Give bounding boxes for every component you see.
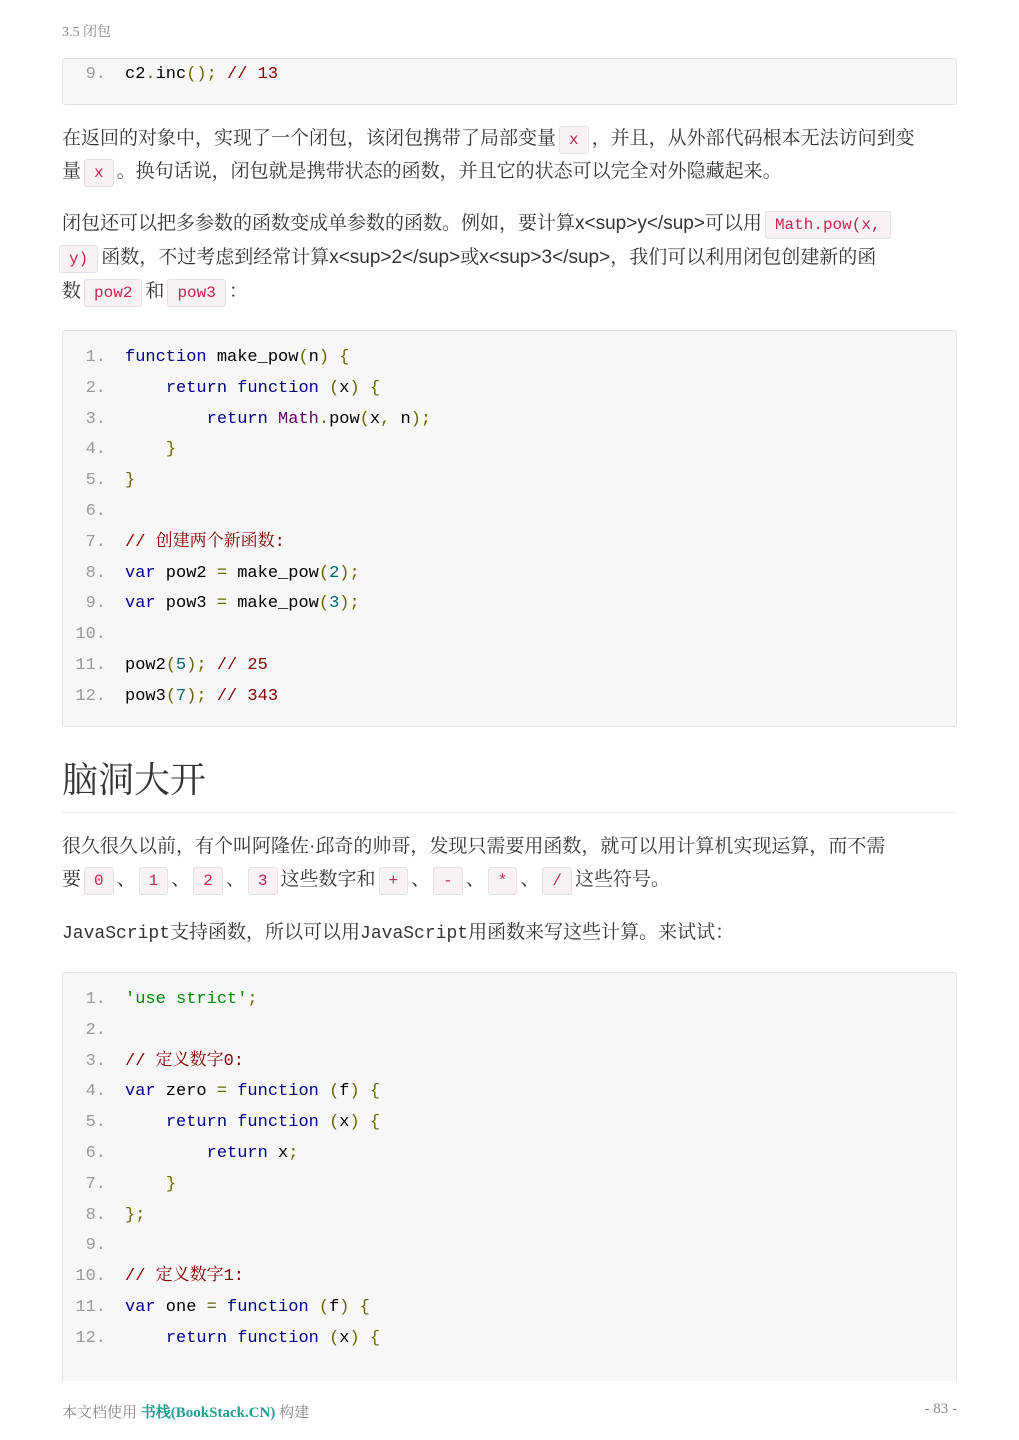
separator: 、 [520, 869, 540, 890]
code-line [63, 528, 956, 559]
code-line [63, 435, 956, 466]
code-text: pow2(5); // 25 [125, 655, 268, 675]
code-text: }; [125, 1205, 146, 1225]
code-line [63, 620, 956, 651]
separator: 、 [171, 869, 191, 890]
section-heading: 脑洞大开 [62, 759, 207, 800]
text: 用函数来写这些计算。来试试： [468, 922, 735, 943]
code-line [63, 589, 956, 620]
code-line [63, 1293, 956, 1324]
code-text: return x; [206, 1143, 299, 1163]
code-text: c2.inc(); // 13 [125, 65, 279, 84]
heading-divider [62, 812, 956, 813]
code-line [63, 374, 956, 405]
footer-text: 构建 [279, 1405, 310, 1421]
code-block-church-numerals [62, 972, 957, 1381]
inline-code: x [84, 159, 114, 187]
line-number: 8. [85, 563, 106, 583]
line-number: 2. [85, 378, 106, 398]
separator: 、 [411, 869, 431, 890]
text: 函数，不过考虑到经常计算x<sup>2</sup>或x<sup>3</sup>，我们可以利用闭包创建新的函 [101, 247, 877, 268]
inline-code: 2 [193, 867, 223, 895]
inline-code: x [559, 126, 589, 154]
paragraph-closure-intro [62, 122, 962, 188]
code-text: pow3(7); // 343 [125, 686, 279, 706]
code-line [63, 1016, 956, 1047]
text: 支持函数，所以可以用 [170, 922, 361, 943]
inline-code: 3 [248, 867, 278, 895]
line-number: 3. [85, 409, 106, 429]
code-text: var zero = function (f) { [125, 1082, 381, 1102]
code-text: return function (x) { [165, 1328, 381, 1348]
code-line [63, 985, 956, 1016]
code-line [63, 559, 956, 590]
inline-code: y) [59, 245, 98, 273]
line-number: 4. [85, 1082, 106, 1102]
code-block-top [62, 58, 957, 105]
text: JavaScript [62, 924, 171, 944]
inline-code: * [488, 867, 518, 895]
code-text: // 定义数字0: [125, 1051, 245, 1071]
line-number: 9. [85, 594, 106, 614]
code-line [63, 1262, 956, 1293]
line-number: 4. [85, 440, 106, 460]
code-text: var pow2 = make_pow(2); [125, 563, 360, 583]
line-number: 7. [85, 1174, 106, 1194]
inline-code: pow2 [84, 279, 142, 307]
line-number: 10. [75, 1267, 106, 1287]
code-line [63, 1077, 956, 1108]
code-line [63, 343, 956, 374]
line-number: 9. [85, 65, 106, 84]
code-line [63, 466, 956, 497]
paragraph-javascript [62, 916, 962, 951]
line-number: 11. [75, 655, 106, 675]
code-text: } [125, 471, 136, 491]
page-footer [62, 1401, 309, 1422]
code-text: var one = function (f) { [125, 1297, 370, 1317]
inline-code: 1 [139, 867, 169, 895]
code-line [63, 1139, 956, 1170]
line-number: 7. [85, 532, 106, 552]
code-text: } [165, 1174, 177, 1194]
paragraph-church [62, 830, 962, 896]
code-line [63, 1047, 956, 1078]
separator: 、 [225, 869, 245, 890]
text: 和 [145, 281, 165, 302]
code-text: return Math.pow(x, n); [206, 409, 432, 429]
text: 在返回的对象中，实现了一个闭包，该闭包携带了局部变量 [62, 128, 557, 149]
text: 这些数字和 [280, 869, 376, 890]
code-text: var pow3 = make_pow(3); [125, 594, 360, 614]
line-number: 6. [85, 501, 106, 521]
code-text: 'use strict'; [125, 990, 258, 1009]
code-block-make-pow [62, 330, 957, 727]
text: JavaScript [360, 924, 469, 944]
inline-code: Math.pow(x, [765, 211, 891, 239]
inline-code: pow3 [167, 279, 225, 307]
code-text: function make_pow(n) { [125, 348, 350, 367]
text: ，并且，从外部代码根本无法访问到变 [591, 128, 915, 149]
code-line [63, 405, 956, 436]
inline-code: - [433, 867, 463, 895]
code-text: // 定义数字1: [125, 1267, 245, 1287]
code-line [63, 651, 956, 682]
footer-brand-link[interactable]: 书栈(BookStack.CN) [140, 1405, 276, 1421]
line-number: 6. [85, 1143, 106, 1163]
line-number: 11. [75, 1297, 106, 1317]
inline-code: 0 [84, 867, 114, 895]
code-text: return function (x) { [165, 378, 381, 398]
paragraph-pow-intro [62, 207, 962, 309]
line-number: 10. [75, 625, 106, 645]
line-number: 12. [75, 686, 106, 706]
footer-text: 本文档使用 [62, 1405, 138, 1421]
page-number: - 83 - [924, 1401, 957, 1417]
line-number: 9. [85, 1236, 106, 1256]
text: 很久很久以前，有个叫阿隆佐·邱奇的帅哥，发现只需要用函数，就可以用计算机实现运算，而不需 [62, 836, 886, 857]
code-line [63, 1170, 956, 1201]
code-line [63, 60, 956, 91]
code-line [63, 682, 956, 713]
code-line [63, 497, 956, 528]
line-number: 5. [85, 1113, 106, 1133]
line-number: 1. [85, 990, 106, 1009]
code-line [63, 1201, 956, 1232]
inline-code: / [542, 867, 572, 895]
code-text: } [165, 440, 177, 460]
line-number: 1. [85, 348, 106, 367]
code-line [63, 1108, 956, 1139]
page-header: 3.5 闭包 [62, 25, 111, 40]
code-text: return function (x) { [165, 1113, 381, 1133]
line-number: 5. [85, 471, 106, 491]
line-number: 12. [75, 1328, 106, 1348]
text: 量 [62, 161, 82, 182]
text: 这些符号。 [575, 869, 671, 890]
inline-code: + [379, 867, 409, 895]
code-line [63, 1231, 956, 1262]
separator: 、 [465, 869, 485, 890]
line-number: 2. [85, 1020, 106, 1040]
text: 要 [62, 869, 82, 890]
line-number: 8. [85, 1205, 106, 1225]
code-text: // 创建两个新函数: [125, 532, 285, 552]
text: ： [228, 281, 248, 302]
text: 。换句话说，闭包就是携带状态的函数，并且它的状态可以完全对外隐藏起来。 [116, 161, 782, 182]
separator: 、 [116, 869, 136, 890]
text: 数 [62, 281, 82, 302]
code-line [63, 1324, 956, 1355]
text: 闭包还可以把多参数的函数变成单参数的函数。例如，要计算x<sup>y</sup>可以用 [62, 213, 762, 234]
line-number: 3. [85, 1051, 106, 1071]
